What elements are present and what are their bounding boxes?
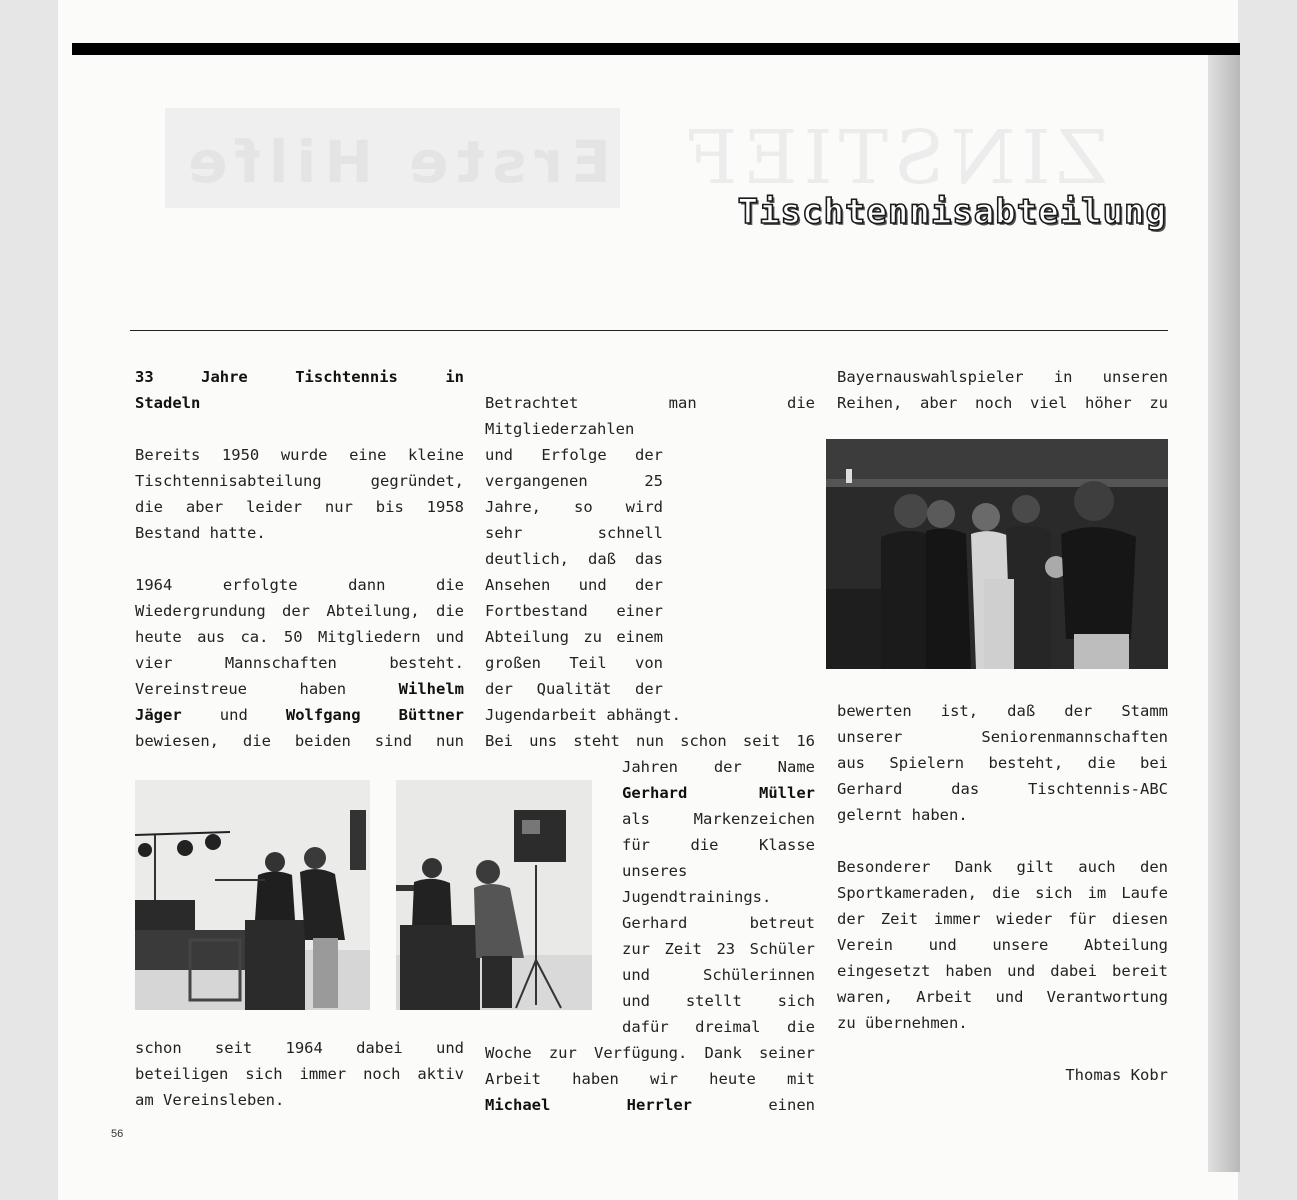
text-line: für die Klasse <box>622 836 815 854</box>
page-edge-shadow <box>1208 48 1240 1172</box>
text-line: am Vereinsleben. <box>135 1091 285 1109</box>
text-line: Arbeit haben wir heute mit <box>485 1070 815 1088</box>
ghost-heading-right: ZINSTIEF <box>680 115 1109 201</box>
column-2 <box>485 390 815 1118</box>
text-line: Jäger und Wolfgang Büttner <box>135 706 464 724</box>
column-3-continued <box>837 698 1168 1088</box>
text-line: Bei uns steht nun schon seit 16 <box>485 732 815 750</box>
photo-group-players <box>826 439 1168 669</box>
text-line: Betrachtet man die <box>485 394 815 412</box>
text-line: großen Teil von <box>485 654 663 672</box>
name-jaeger: Jäger <box>135 706 182 724</box>
text-line: unseres <box>622 862 688 880</box>
headline-line-1: 33 Jahre Tischtennis in <box>135 368 464 386</box>
section-title: Tischtennisabteilung <box>737 192 1167 232</box>
text-line: zur Zeit 23 Schüler <box>622 940 815 958</box>
name-wilhelm: Wilhelm <box>398 680 464 698</box>
text-line: gelernt haben. <box>837 806 968 824</box>
text-line: Bestand hatte. <box>135 524 266 542</box>
text-line: vier Mannschaften besteht. <box>135 654 464 672</box>
text-line: Besonderer Dank gilt auch den <box>837 858 1168 876</box>
text-line: Michael Herrler einen <box>485 1096 815 1114</box>
column-1 <box>135 364 464 754</box>
headline-line-2: Stadeln <box>135 394 201 412</box>
text-line: Ansehen und der <box>485 576 663 594</box>
text-line: Sportkameraden, die sich im Laufe <box>837 884 1168 902</box>
text-line: Jahre, so wird <box>485 498 663 516</box>
ghost-heading-left: Erste Hilfe <box>180 128 611 196</box>
text-line: Bayernauswahlspieler in unseren <box>837 368 1168 386</box>
name-wolfgang-buettner: Wolfgang Büttner <box>285 706 464 724</box>
text-line: und stellt sich <box>622 992 815 1010</box>
text-line: der Zeit immer wieder für diesen <box>837 910 1168 928</box>
text-line: Vereinstreue haben Wilhelm <box>135 680 464 698</box>
text-line: unserer Seniorenmannschaften <box>837 728 1168 746</box>
text-line: Woche zur Verfügung. Dank seiner <box>485 1044 815 1062</box>
text-line: Fortbestand einer <box>485 602 663 620</box>
text-line: Bereits 1950 wurde eine kleine <box>135 446 464 464</box>
text-line: sehr schnell <box>485 524 663 542</box>
text-line: und Erfolge der <box>485 446 663 464</box>
text-line: Wiedergrundung der Abteilung, die <box>135 602 464 620</box>
text-line: der Qualität der <box>485 680 663 698</box>
text-line: waren, Arbeit und Verantwortung <box>837 988 1168 1006</box>
text-line: bewiesen, die beiden sind nun <box>135 732 464 750</box>
text-line: Jahren der Name <box>622 758 815 776</box>
text-line: deutlich, daß das <box>485 550 663 568</box>
text-line: zu übernehmen. <box>837 1014 968 1032</box>
title-rule <box>130 330 1168 331</box>
text-line: Gerhard das Tischtennis-ABC <box>837 780 1168 798</box>
text-line: dafür dreimal die <box>622 1018 815 1036</box>
text-line: 1964 erfolgte dann die <box>135 576 464 594</box>
text-line: Verein und unsere Abteilung <box>837 936 1168 954</box>
text-line: heute aus ca. 50 Mitgliedern und <box>135 628 464 646</box>
text-line: aus Spielern besteht, die bei <box>837 754 1168 772</box>
text-line: Reihen, aber noch viel höher zu <box>837 394 1168 412</box>
text-line: Jugendtrainings. <box>622 888 772 906</box>
text-line: Tischtennisabteilung gegründet, <box>135 472 464 490</box>
text-line: als Markenzeichen <box>622 810 815 828</box>
author-signature: Thomas Kobr <box>1065 1066 1168 1084</box>
text-line: und Schülerinnen <box>622 966 815 984</box>
top-black-bar <box>72 43 1240 55</box>
text-line: eingesetzt haben und dabei bereit <box>837 962 1168 980</box>
column-1-continued <box>135 1035 464 1113</box>
text-line: Abteilung zu einem <box>485 628 663 646</box>
column-3 <box>837 364 1168 416</box>
page-number: 56 <box>111 1128 124 1140</box>
text-line: beteiligen sich immer noch aktiv <box>135 1065 464 1083</box>
photo-award-ceremony-1 <box>135 780 370 1010</box>
text-line: bewerten ist, daß der Stamm <box>837 702 1168 720</box>
name-gerhard-mueller: Gerhard Müller <box>622 784 815 802</box>
name-michael-herrler: Michael Herrler <box>485 1096 692 1114</box>
text-line: die aber leider nur bis 1958 <box>135 498 464 516</box>
text-line: Mitgliederzahlen <box>485 420 635 438</box>
text-line: vergangenen 25 <box>485 472 663 490</box>
text-line: Gerhard betreut <box>622 914 815 932</box>
text-line: Jugendarbeit abhängt. <box>485 706 681 724</box>
text-line: schon seit 1964 dabei und <box>135 1039 464 1057</box>
